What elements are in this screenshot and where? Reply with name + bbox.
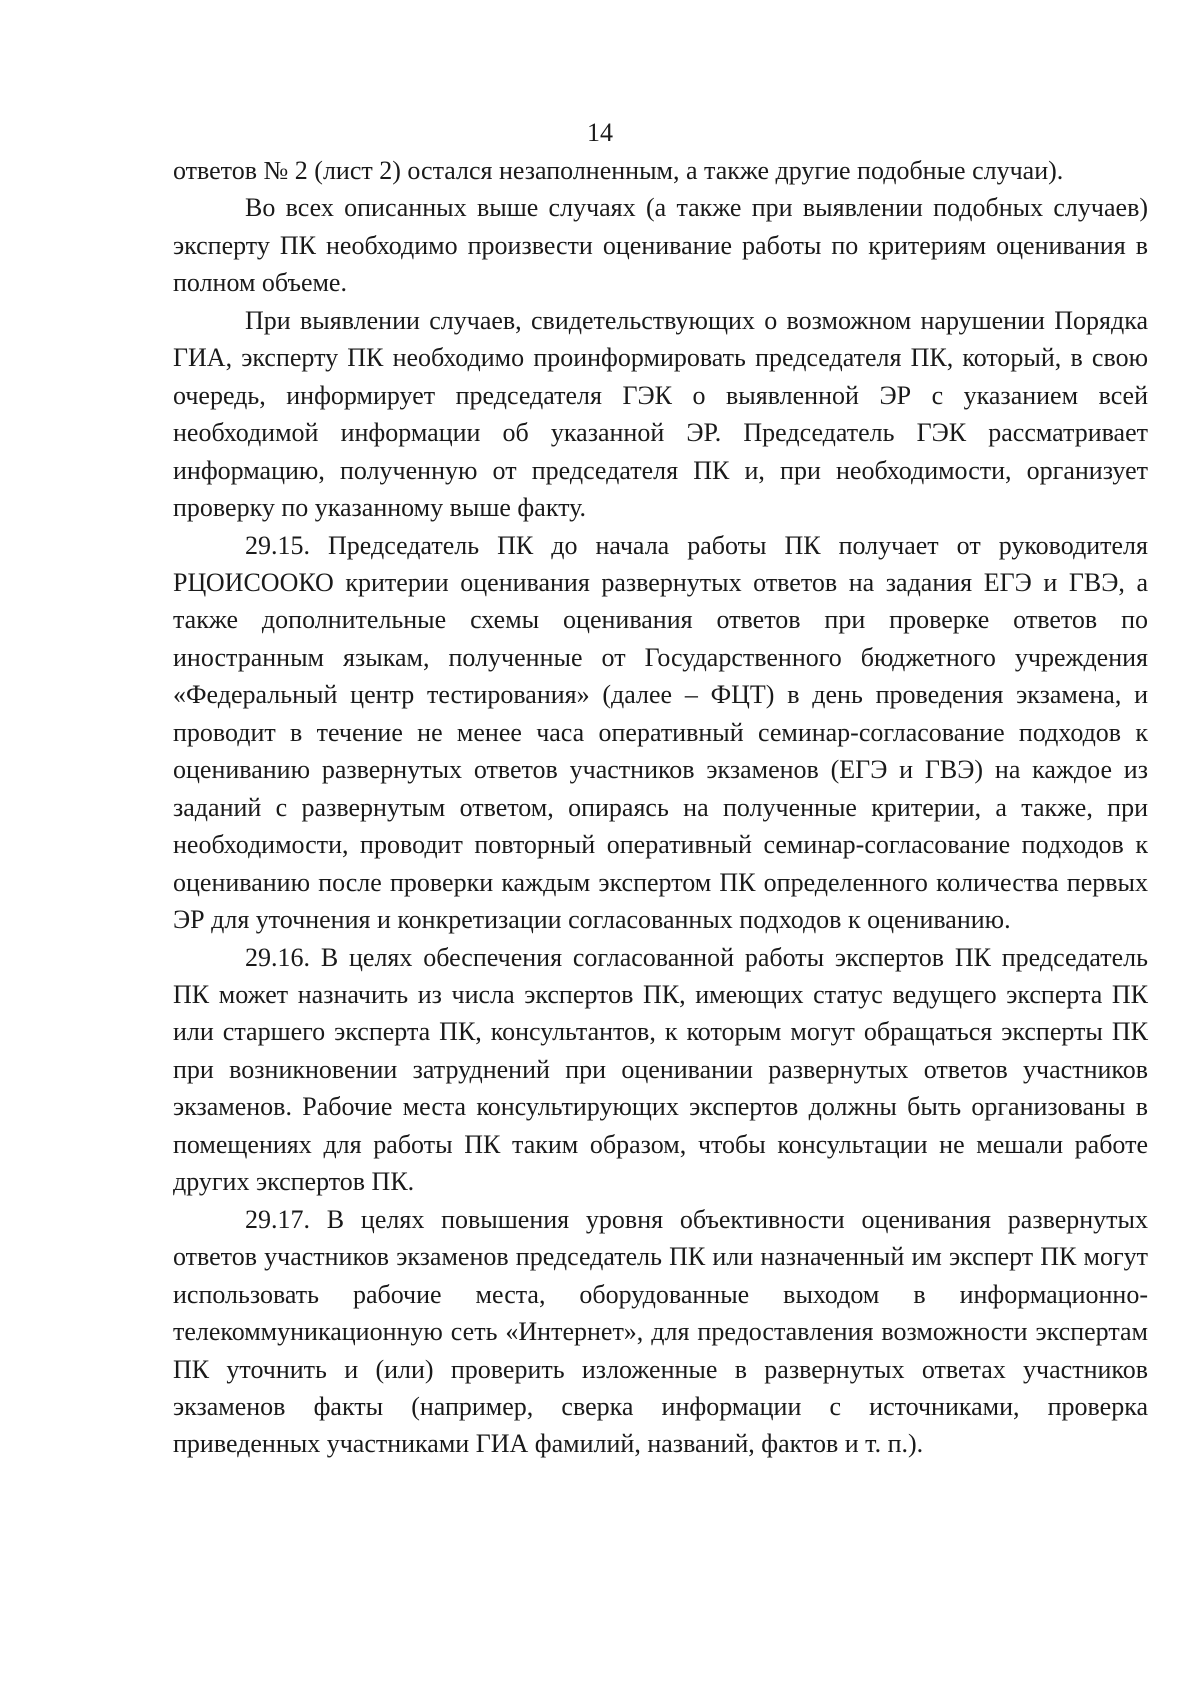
- paragraph-violation-report: При выявлении случаев, свидетельствующих о возможном нарушении Порядка ГИА, эксперту ПК необходимо проинформировать председателя ПК, который, в свою очередь, информирует председателя ГЭК о выявленной ЭР с указанием всей необходимой информации об указанной ЭР. Председатель ГЭК рассматривает информацию, полученную от председателя ПК и, при необходимости, организует проверку по указанному выше факту.: [173, 305, 1148, 523]
- paragraph-29-15: 29.15. Председатель ПК до начала работы ПК получает от руководителя РЦОИСООКО критерии оценивания развернутых ответов на задания ЕГЭ и ГВЭ, а также дополнительные схемы оценивания ответов при проверке ответов по иностранным языкам, полученные от Государственного бюджетного учреждения «Федеральный центр тестирования» (далее – ФЦТ) в день проведения экзамена, и проводит в течение не менее часа оперативный семинар-согласование подходов к оцениванию развернутых ответов участников экзаменов (ЕГЭ и ГВЭ) на каждое из заданий с развернутым ответом, опираясь на полученные критерии, а также, при необходимости, проводит повторный оперативный семинар-согласование подходов к оцениванию после проверки каждым экспертом ПК определенного количества первых ЭР для уточнения и конкретизации согласованных подходов к оцениванию.: [173, 530, 1148, 935]
- paragraph-scoring-full: Во всех описанных выше случаях (а также при выявлении подобных случаев) эксперту ПК необходимо произвести оценивание работы по критериям оценивания в полном объеме.: [173, 193, 1148, 298]
- paragraph-29-17: 29.17. В целях повышения уровня объективности оценивания развернутых ответов участников экзаменов председатель ПК или назначенный им эксперт ПК могут использовать рабочие места, оборудованные выходом в информационно-телекоммуникационную сеть «Интернет», для предоставления возможности экспертам ПК уточнить и (или) проверить изложенные в развернутых ответах участников экзаменов факты (например, сверка информации с источниками, проверка приведенных участниками ГИА фамилий, названий, фактов и т. п.).: [173, 1204, 1148, 1459]
- paragraph-29-16: 29.16. В целях обеспечения согласованной работы экспертов ПК председатель ПК может назначить из числа экспертов ПК, имеющих статус ведущего эксперта ПК или старшего эксперта ПК, консультантов, к которым могут обращаться эксперты ПК при возникновении затруднений при оценивании развернутых ответов участников экзаменов. Рабочие места консультирующих экспертов должны быть организованы в помещениях для работы ПК таким образом, чтобы консультации не мешали работе других экспертов ПК.: [173, 942, 1148, 1197]
- paragraph-continuation: ответов № 2 (лист 2) остался незаполненным, а также другие подобные случаи).: [173, 156, 1064, 185]
- document-body: [173, 152, 1148, 1463]
- page-number: 14: [587, 118, 613, 147]
